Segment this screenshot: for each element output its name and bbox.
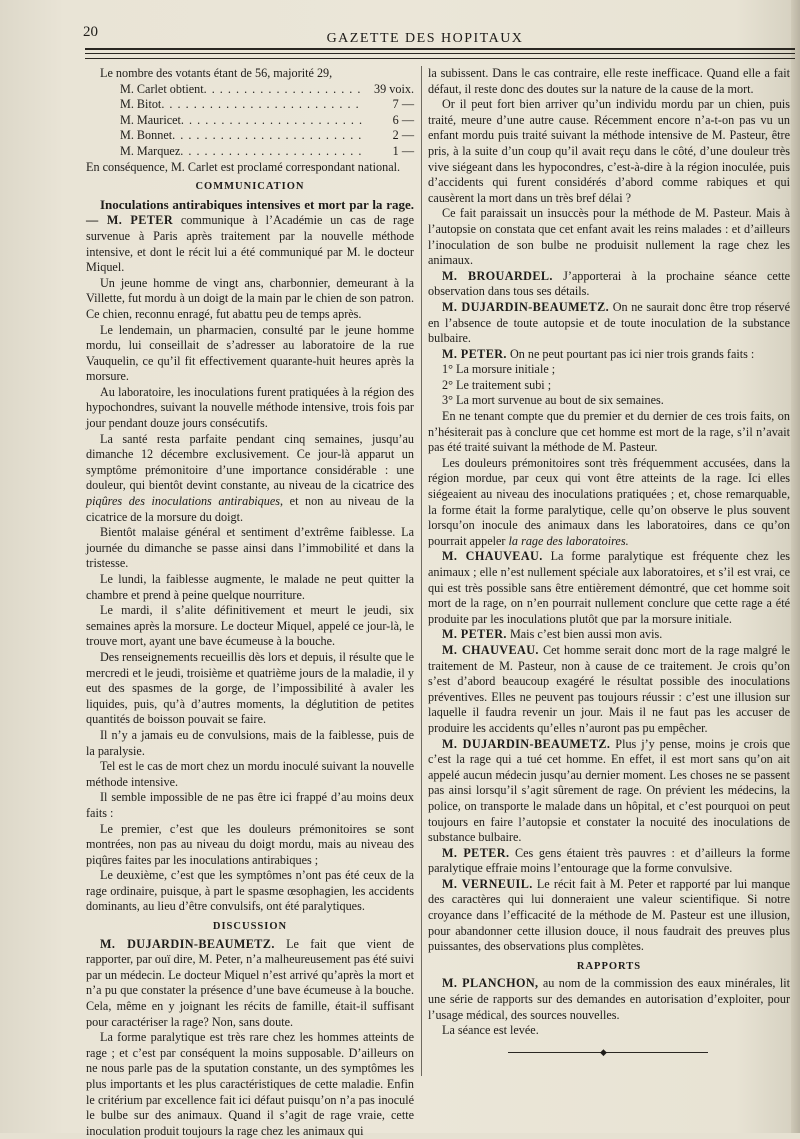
vote-row: M. Bonnet . . . 2 —	[86, 128, 414, 144]
column-separator	[421, 66, 422, 1076]
speaker-name: M. PETER.	[442, 627, 507, 642]
paragraph: Il semble impossible de ne pas être ici frappé d’au moins deux faits :	[86, 790, 414, 820]
page-number: 20	[83, 24, 98, 40]
votes-intro: Le nombre des votants étant de 56, majorité 29,	[100, 66, 333, 80]
discussion-paragraph: M. VERNEUIL. Le récit fait à M. Peter et rapporté par lui manque des caractères qui lui donneraient une valeur scientifique. Si notre croyance dans l’efficacité de la méthode de M. Pasteur est une illusion, pour abandonner cette illusion douce, il nous faudrait des preuves plus puissantes, des observations plus complètes.	[428, 876, 791, 954]
header-rule-thick	[85, 48, 795, 50]
paragraph: La santé resta parfaite pendant cinq semaines, jusqu’au dimanche 12 décembre exclusivement. Ce jour-là apparut un symptôme prémonitoire d’une importance considérable : une douleur, qui bientôt devint constante, au niveau de la cicatrice des piqûres des inoculations antirabiques, et non au niveau de la cicatrice de la morsure du doigt.	[86, 431, 414, 524]
vote-row: M. Carlet obtient . . . 39 voix.	[86, 82, 414, 98]
article-title: Inoculations antirabiques intensives et mort par la rage.	[100, 196, 414, 212]
page-edge-shadow	[791, 0, 800, 1133]
paragraph: Au laboratoire, les inoculations furent pratiquées à la région des hypochondres, suivant la nouvelle méthode intensive, trois fois par jour pendant douze jours consécutifs.	[86, 384, 414, 431]
right-column	[428, 66, 790, 1057]
speaker-name: M. CHAUVEAU.	[442, 642, 539, 657]
speaker-name: M. CHAUVEAU.	[442, 549, 543, 564]
discussion-paragraph: M. BROUARDEL. J’apporterai à la prochaine séance cette observation dans tous ses détails.	[428, 268, 790, 299]
vote-row: M. Marquez . . . 1 —	[86, 144, 414, 160]
paragraph: Le premier, c’est que les douleurs prémonitoires se sont montrées, non pas au niveau du doigt mordu, mais au niveau des piqûres faites par les inoculations antirabiques ;	[86, 821, 414, 867]
discussion-paragraph: M. PLANCHON, au nom de la commission des eaux minérales, lit une série de rapports sur des demandes en autorisation d’exploiter, pour l’usage médical, des sources nouvelles.	[428, 976, 790, 1022]
fact-item: 1° La morsure initiale ;	[442, 362, 556, 377]
discussion-paragraph: M. PETER. Mais c’est bien aussi mon avis.	[442, 627, 663, 642]
discussion-paragraph: M. CHAUVEAU. La forme paralytique est fréquente chez les animaux ; elle n’est nullement spéciale aux laboratoires, et s’il est vrai, ce qui est très possible sans être entièrement démontré, que cet homme soit mort de la rage, on n’en pourrait nullement conclure que cette rage a été produite par les inoculations plutôt que par la morsure initiale.	[428, 549, 790, 626]
paragraph: Le lundi, la faiblesse augmente, le malade ne peut quitter la chambre et prend à peine quelque nourriture.	[86, 572, 414, 602]
vote-row: M. Bitot . . . 7 —	[86, 97, 414, 113]
paragraph: Ce fait paraissait un insuccès pour la méthode de M. Pasteur. Mais à l’autopsie on constata que cet enfant avait les reins malades : et d’ailleurs l’inoculation de son bulbe ne produisit nullement la rage chez les animaux.	[428, 206, 790, 268]
left-column	[86, 66, 414, 1139]
speaker-name: M. PLANCHON,	[442, 976, 539, 991]
discussion-paragraph: M. DUJARDIN-BEAUMETZ. On ne saurait donc être trop réservé en l’absence de toute autopsie et de toute inoculation de la substance bulbaire.	[428, 299, 791, 346]
discussion-paragraph: M. PETER. Ces gens étaient très pauvres : et d’ailleurs la forme paralytique effraie moins l’entourage que la forme convulsive.	[428, 845, 790, 876]
header-rule-thin-2	[85, 58, 795, 59]
paragraph: Il n’y a jamais eu de convulsions, mais de la faiblesse, puis de la paralysie.	[86, 727, 414, 758]
fact-item: 2° Le traitement subi ;	[442, 377, 552, 392]
paragraph: Les douleurs prémonitoires sont très fréquemment accusées, dans la région mordue, par ceux qui vont être atteints de la rage. Ici elles siégeaient au niveau des inoculations pratiquées ; et, chose remarquable, la forme était la forme paralytique, celle qu’on observe le plus souvent lorsqu’on inocule des animaux dans les laboratoires, dans ce qu’on pourrait appeler la rage des laboratoires.	[428, 455, 790, 548]
paragraph: Tel est le cas de mort chez un mordu inoculé suivant la nouvelle méthode intensive.	[86, 759, 414, 789]
closing-ornament-rule	[508, 1047, 708, 1057]
closing-line: La séance est levée.	[442, 1023, 539, 1038]
paragraph: la subissent. Dans le cas contraire, elle reste inefficace. Quand elle a fait défaut, il reste donc des doutes sur la nature de la cause de la mort.	[428, 66, 790, 96]
speaker-name: M. DUJARDIN-BEAUMETZ.	[442, 299, 610, 314]
vote-results	[86, 82, 414, 160]
paragraph: Le lendemain, un pharmacien, consulté par le jeune homme mordu, lui conseillait de s’adresser au laboratoire de la rue Vauquelin, ce qu’il fit effectivement quarante-huit heures après la morsure.	[86, 322, 414, 384]
paragraph: Le mardi, il s’alite définitivement et meurt le jeudi, six semaines après la morsure. Le docteur Miquel, appelé ce jour-là, le trouve mort, ayant une bave écumeuse à la bouche.	[86, 603, 414, 649]
masthead-title: GAZETTE DES HOPITAUX	[326, 31, 524, 46]
discussion-paragraph: M. DUJARDIN-BEAUMETZ. Le fait que vient de rapporter, par ouï dire, M. Peter, n’a malheureusement pas été suivi par un médecin. Le docteur Miquel n’est arrivé qu’après la mort et n’a pu que constater la présence d’une bave écumeuse à la bouche. Cela, même en y joignant les récits de famille, était-il suffisant pour caractériser la rage? Non, sans doute.	[86, 936, 414, 1029]
speaker-name: M. VERNEUIL.	[442, 876, 533, 891]
speaker-name: M. DUJARDIN-BEAUMETZ.	[442, 736, 611, 751]
paragraph: Des renseignements recueillis dès lors et depuis, il résulte que le mercredi et le jeudi, troisième et quatrième jours de la maladie, il y eut des spasmes de la gorge, de l’impossibilité à avaler les liquides, puis, qu’à d’autres moments, la déglutition de petites quantités de boisson pouvait se faire.	[86, 649, 414, 727]
discussion-paragraph: M. PETER. On ne peut pourtant pas ici nier trois grands faits :	[442, 346, 755, 361]
speaker-name: — M. PETER	[86, 213, 174, 228]
speaker-name: M. PETER.	[442, 346, 507, 361]
paragraph: Or il peut fort bien arriver qu’un individu mordu par un chien, puis traité, meure d’une autre cause. Récemment encore n’a-t-on pas vu un enfant mordu puis traité suivant la méthode intensive de M. Pasteur, être pris, à la suite d’un coup qu’il avait reçu dans le côté, d’une douleur très vive siégeant dans les hypocondres, c’est-à-dire à la région inoculée, puis d’accidents qui furent considérés d’abord comme rabiques et qui causèrent la mort dans un très bref délai ?	[428, 97, 790, 205]
paragraph: Le deuxième, c’est que les symptômes n’ont pas été ceux de la rage ordinaire, puisque, à part le spasme œsophagien, les accidents dominants, au lieu d’être convulsifs, ont été paralytiques.	[86, 868, 414, 914]
discussion-paragraph: M. CHAUVEAU. Cet homme serait donc mort de la rage malgré le traitement de M. Pasteur, non à cause de ce traitement. Je crois qu’on s’est d’abord beaucoup exagéré le résultat possible des inoculations préventives. Elles ne peuvent pas toujours réussir : c’est une illusion sur laquelle il faudra revenir un jour. Mais il ne faut pas les accuser de produire les accidents qu’elles n’auront pas pu empêcher.	[428, 642, 790, 735]
section-heading-rapports: RAPPORTS	[576, 960, 642, 972]
header-rule-thin	[85, 53, 795, 54]
vote-row: M. Mauricet . . . 6 —	[86, 113, 414, 129]
speaker-name: M. DUJARDIN-BEAUMETZ.	[100, 936, 275, 951]
votes-conclusion: En conséquence, M. Carlet est proclamé correspondant national.	[86, 159, 401, 174]
speaker-name: M. BROUARDEL.	[442, 268, 553, 283]
paragraph: En ne tenant compte que du premier et du dernier de ces trois faits, on n’hésiterait pas à conclure que cet homme est mort de la rage, s’il n’avait pas été traité suivant la méthode de M. Pasteur.	[428, 409, 790, 455]
section-heading-communication: COMMUNICATION	[195, 181, 305, 193]
paragraph: La forme paralytique est très rare chez les hommes atteints de rage ; et c’est par conséquent la moins supposable. D’ailleurs on ne nous parle pas de la sputation constante, un des symptômes les plus importants et les plus caractéristiques de cette maladie. Enfin le critérium par excellence fait ici défaut puisqu’on n’a pas inoculé le bulbe sur des animaux. Quand il s’agit de rage vraie, cette inoculation produit toujours la rage chez les animaux qui	[86, 1030, 414, 1138]
paragraph: Bientôt malaise général et sentiment d’extrême faiblesse. La journée du dimanche se passe ainsi dans l’immobilité et dans la tristesse.	[86, 525, 414, 571]
paragraph: Un jeune homme de vingt ans, charbonnier, demeurant à la Villette, fut mordu à un doigt de la main par le chien de son patron. Ce chien, reconnu enragé, fut abattu peu de temps après.	[86, 275, 414, 321]
fact-item: 3° La mort survenue au bout de six semaines.	[442, 393, 664, 408]
section-heading-discussion: DISCUSSION	[212, 921, 288, 933]
discussion-paragraph: M. DUJARDIN-BEAUMETZ. Plus j’y pense, moins je crois que c’est la rage qui a tué cet homme. En effet, il est mort sans qu’on ait appelé aucun médecin jusqu’au dernier moment. Les choses ne se passent pas ainsi lorsqu’il s’agit sûrement de rage. On prévient les médecins, la police, on transporte le malade dans un hôpital, et c’est pourquoi on peut toujours en faire l’autopsie et constater la nocuité des inoculations de substance bulbaire.	[428, 736, 791, 845]
article-lead: Inoculations antirabiques intensives et mort par la rage. — M. PETER communique à l’Académie un cas de rage survenue à Paris après traitement par la nouvelle méthode intensive, et dont le récit lui a été communiqué par M. le docteur Miquel.	[86, 196, 415, 275]
speaker-name: M. PETER.	[442, 845, 510, 860]
